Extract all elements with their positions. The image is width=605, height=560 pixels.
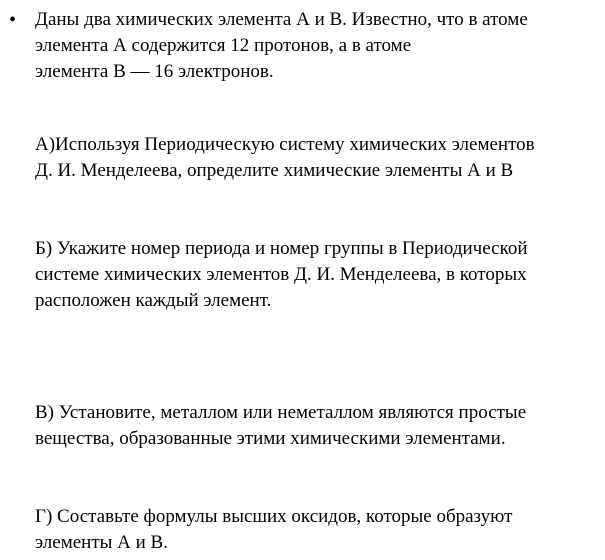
text-line: Г) Составьте формулы высших оксидов, которые образуют: [35, 506, 513, 527]
text-line: элементы А и В.: [35, 532, 168, 553]
text-line: Б) Укажите номер периода и номер группы в Периодической: [35, 238, 528, 259]
task-a: [35, 132, 605, 184]
text-line: Д. И. Менделеева, определите химические элементы А и В: [35, 160, 514, 181]
task-d: [35, 504, 605, 556]
text-line: вещества, образованные этими химическими элементами.: [35, 428, 506, 449]
text-line: элемента В — 16 электронов.: [35, 61, 274, 82]
text-line: элемента А содержится 12 протонов, а в атоме: [35, 35, 412, 56]
text-line: В) Установите, металлом или неметаллом являются простые: [35, 402, 527, 423]
text-line: расположен каждый элемент.: [35, 290, 272, 311]
text-line: Даны два химических элемента А и В. Известно, что в атоме: [35, 9, 528, 30]
task-c: [35, 400, 605, 452]
text-line: системе химических элементов Д. И. Менделеева, в которых: [35, 264, 527, 285]
problem-statement: [35, 7, 605, 85]
task-b: [35, 236, 605, 314]
bullet-marker: •: [9, 9, 17, 31]
text-line: А)Используя Периодическую систему химических элементов: [35, 134, 535, 155]
